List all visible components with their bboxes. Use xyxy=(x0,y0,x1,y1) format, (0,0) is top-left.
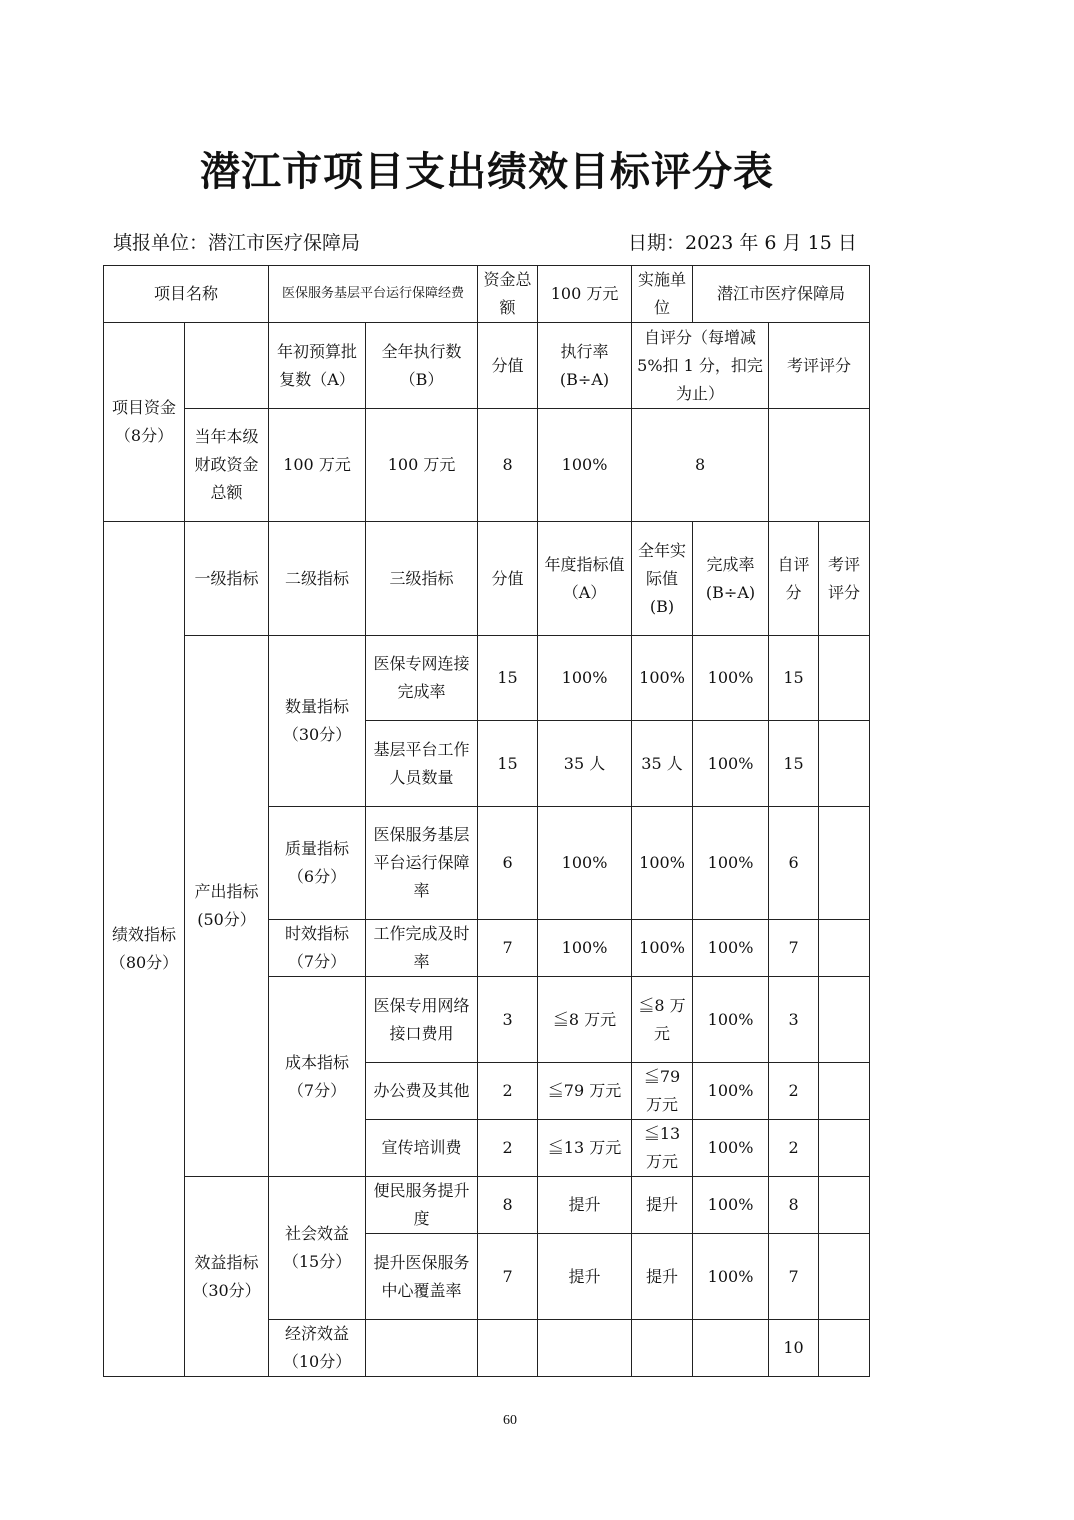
perf-header-row xyxy=(104,522,870,636)
completion-cell: 100% xyxy=(693,807,769,920)
funds-score-value: 8 xyxy=(478,409,538,522)
completion-cell: 100% xyxy=(693,977,769,1063)
actual-cell: 35 人 xyxy=(632,721,693,807)
actual-cell xyxy=(632,1320,693,1377)
self-score-cell: 2 xyxy=(769,1120,819,1177)
self-score-cell: 7 xyxy=(769,920,819,977)
actual-cell: 100% xyxy=(632,920,693,977)
completion-cell: 100% xyxy=(693,1234,769,1320)
completion-cell: 100% xyxy=(693,1063,769,1120)
completion-cell: 100% xyxy=(693,920,769,977)
table-row xyxy=(104,636,870,721)
funds-value-row xyxy=(104,409,870,522)
fund-total-label: 资金总额 xyxy=(478,266,538,323)
score-cell: 7 xyxy=(478,920,538,977)
score-header: 分值 xyxy=(478,522,538,636)
cost-indicator-label: 成本指标（7分） xyxy=(269,977,366,1177)
l3-cell: 工作完成及时率 xyxy=(366,920,478,977)
target-cell: 100% xyxy=(538,636,632,721)
self-score-cell: 7 xyxy=(769,1234,819,1320)
exec-header: 全年执行数（B） xyxy=(366,323,478,409)
page-title: 潜江市项目支出绩效目标评分表 xyxy=(200,148,774,195)
l3-cell: 基层平台工作人员数量 xyxy=(366,721,478,807)
review-score-header: 考评评分 xyxy=(819,522,870,636)
self-score-cell: 2 xyxy=(769,1063,819,1120)
review-score-cell xyxy=(819,1063,870,1120)
timeliness-indicator-label: 时效指标（7分） xyxy=(269,920,366,977)
score-cell: 15 xyxy=(478,721,538,807)
funds-header-row xyxy=(104,323,870,409)
l3-cell: 医保专用网络接口费用 xyxy=(366,977,478,1063)
fund-total-value: 100 万元 xyxy=(538,266,632,323)
review-score-cell xyxy=(819,1177,870,1234)
project-name-label: 项目名称 xyxy=(104,266,269,323)
page-number: 60 xyxy=(503,1413,517,1428)
project-info-row xyxy=(104,266,870,323)
target-cell: 35 人 xyxy=(538,721,632,807)
project-name-value: 医保服务基层平台运行保障经费 xyxy=(269,266,478,323)
l1-header: 一级指标 xyxy=(185,522,269,636)
actual-cell: 100% xyxy=(632,807,693,920)
funds-blank-cell xyxy=(185,323,269,409)
impl-unit-label: 实施单位 xyxy=(632,266,693,323)
score-cell: 15 xyxy=(478,636,538,721)
rate-header: 执行率(B÷A) xyxy=(538,323,632,409)
benefit-indicator-label: 效益指标（30分） xyxy=(185,1177,269,1377)
score-cell: 8 xyxy=(478,1177,538,1234)
self-score-cell: 15 xyxy=(769,636,819,721)
target-cell: ≦13 万元 xyxy=(538,1120,632,1177)
l3-cell: 办公费及其他 xyxy=(366,1063,478,1120)
review-score-cell xyxy=(819,1320,870,1377)
budget-header: 年初预算批复数（A） xyxy=(269,323,366,409)
actual-cell: ≦8 万元 xyxy=(632,977,693,1063)
performance-score-table xyxy=(103,265,870,1377)
completion-cell: 100% xyxy=(693,1177,769,1234)
actual-cell: 提升 xyxy=(632,1177,693,1234)
score-cell xyxy=(478,1320,538,1377)
target-cell: ≦8 万元 xyxy=(538,977,632,1063)
output-indicator-label: 产出指标(50分） xyxy=(185,636,269,1177)
funds-review-value xyxy=(769,409,870,522)
completion-cell: 100% xyxy=(693,721,769,807)
target-cell: 100% xyxy=(538,807,632,920)
score-cell: 3 xyxy=(478,977,538,1063)
budget-value: 100 万元 xyxy=(269,409,366,522)
score-cell: 2 xyxy=(478,1120,538,1177)
l3-cell xyxy=(366,1320,478,1377)
table-row xyxy=(104,1177,870,1234)
self-score-cell: 8 xyxy=(769,1177,819,1234)
target-cell: 100% xyxy=(538,920,632,977)
self-score-cell: 3 xyxy=(769,977,819,1063)
l3-cell: 医保专网连接完成率 xyxy=(366,636,478,721)
exec-value: 100 万元 xyxy=(366,409,478,522)
score-cell: 2 xyxy=(478,1063,538,1120)
l2-header: 二级指标 xyxy=(269,522,366,636)
completion-cell: 100% xyxy=(693,1120,769,1177)
review-score-cell xyxy=(819,721,870,807)
l3-header: 三级指标 xyxy=(366,522,478,636)
quantity-indicator-label: 数量指标（30分） xyxy=(269,636,366,807)
completion-cell: 100% xyxy=(693,636,769,721)
completion-cell xyxy=(693,1320,769,1377)
actual-cell: 提升 xyxy=(632,1234,693,1320)
self-score-cell: 10 xyxy=(769,1320,819,1377)
review-score-cell xyxy=(819,977,870,1063)
score-cell: 6 xyxy=(478,807,538,920)
perf-section-label: 绩效指标（80分） xyxy=(104,522,185,1377)
target-cell: 提升 xyxy=(538,1177,632,1234)
funds-review-header: 考评评分 xyxy=(769,323,870,409)
completion-header: 完成率(B÷A) xyxy=(693,522,769,636)
score-cell: 7 xyxy=(478,1234,538,1320)
self-score-header: 自评分 xyxy=(769,522,819,636)
review-score-cell xyxy=(819,920,870,977)
self-score-cell: 6 xyxy=(769,807,819,920)
funds-score-header: 分值 xyxy=(478,323,538,409)
target-cell xyxy=(538,1320,632,1377)
review-score-cell xyxy=(819,1120,870,1177)
funds-self-header: 自评分（每增减 5%扣 1 分，扣完为止） xyxy=(632,323,769,409)
review-score-cell xyxy=(819,1234,870,1320)
l3-cell: 医保服务基层平台运行保障率 xyxy=(366,807,478,920)
actual-cell: ≦13 万元 xyxy=(632,1120,693,1177)
target-cell: 提升 xyxy=(538,1234,632,1320)
actual-cell: ≦79 万元 xyxy=(632,1063,693,1120)
actual-header: 全年实际值(B) xyxy=(632,522,693,636)
target-cell: ≦79 万元 xyxy=(538,1063,632,1120)
economic-benefit-label: 经济效益（10分） xyxy=(269,1320,366,1377)
actual-cell: 100% xyxy=(632,636,693,721)
filing-unit: 填报单位：潜江市医疗保障局 xyxy=(113,232,361,254)
impl-unit-value: 潜江市医疗保障局 xyxy=(693,266,870,323)
l3-cell: 提升医保服务中心覆盖率 xyxy=(366,1234,478,1320)
review-score-cell xyxy=(819,636,870,721)
funds-row-label: 当年本级财政资金总额 xyxy=(185,409,269,522)
l3-cell: 宣传培训费 xyxy=(366,1120,478,1177)
self-score-cell: 15 xyxy=(769,721,819,807)
filing-date: 日期：2023 年 6 月 15 日 xyxy=(628,232,857,254)
rate-value: 100% xyxy=(538,409,632,522)
target-header: 年度指标值（A） xyxy=(538,522,632,636)
social-benefit-label: 社会效益（15分） xyxy=(269,1177,366,1320)
funds-self-value: 8 xyxy=(632,409,769,522)
review-score-cell xyxy=(819,807,870,920)
funds-section-label: 项目资金（8分） xyxy=(104,323,185,522)
l3-cell: 便民服务提升度 xyxy=(366,1177,478,1234)
quality-indicator-label: 质量指标（6分） xyxy=(269,807,366,920)
